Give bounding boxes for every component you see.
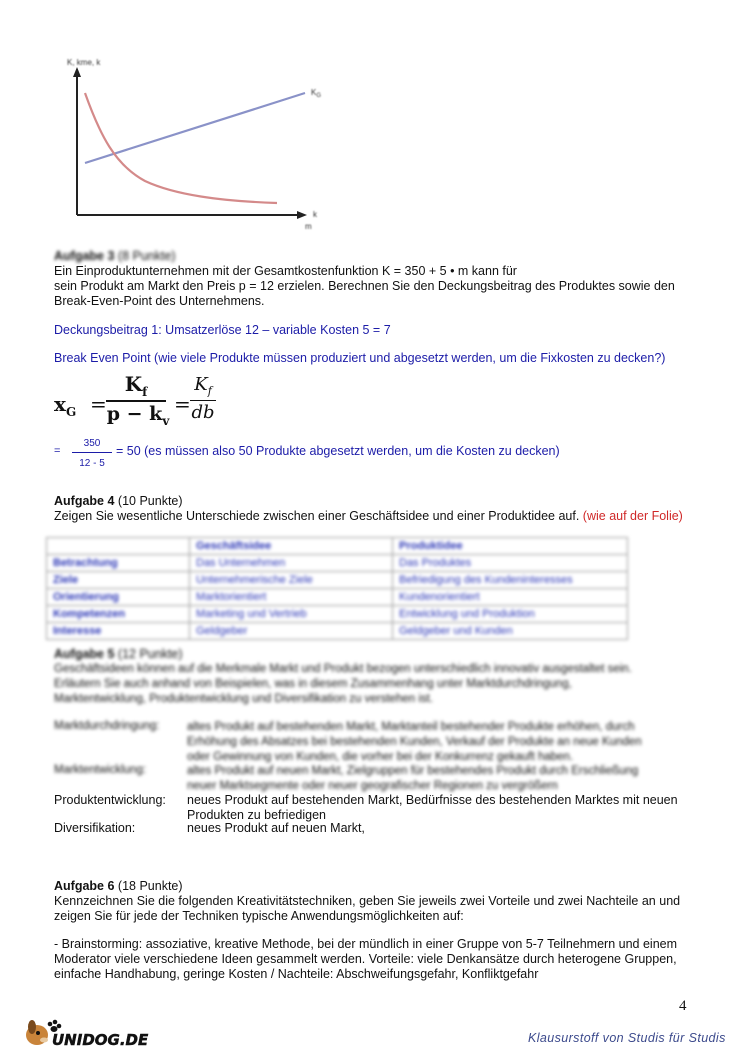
unit-cost-curve (85, 93, 277, 203)
a4-note: (wie auf der Folie) (582, 509, 683, 523)
calc-equals: = (54, 445, 61, 457)
table-cell: Geldgeber und Kunden (393, 623, 628, 640)
a3-text-1: Ein Einproduktunternehmen mit der Gesamtkostenfunktion K = 350 + 5 • m kann für (54, 264, 517, 278)
a3-text-3: Break-Even-Point des Unternehmens. (54, 294, 265, 308)
a4-text: Zeigen Sie wesentliche Unterschiede zwischen einer Geschäftsidee und einer Produktidee auf. (wie auf der Folie) (54, 509, 683, 523)
a5-term-diversifikation: Diversifikation: (54, 821, 136, 835)
y-axis-arrow (73, 67, 81, 77)
comparison-table (46, 537, 628, 640)
table-cell: Kundenorientiert (393, 589, 628, 606)
formula-fraction-bar (106, 400, 166, 402)
table-header-cell: Produktidee (393, 538, 628, 555)
table-header-row (47, 538, 628, 555)
table-cell: Betrachtung (47, 555, 190, 572)
calc-denominator: 12 - 5 (79, 458, 105, 469)
table-row (47, 606, 628, 623)
a5-def-diversifikation: neues Produkt auf neuen Markt, (187, 821, 365, 835)
total-cost-line (85, 93, 305, 163)
table-cell: Kompetenzen (47, 606, 190, 623)
table-row (47, 589, 628, 606)
table-cell: Marktorientiert (190, 589, 393, 606)
x-axis-label: m (305, 222, 312, 231)
table-row (47, 623, 628, 640)
a5-term-marktentwicklung: Marktentwicklung: (54, 764, 147, 776)
series-label-kg: $K_G$ (311, 88, 322, 99)
table-cell: Das Produktes (393, 555, 628, 572)
table-cell: Unternehmerische Ziele (190, 572, 393, 589)
a5-def-produktentwicklung: neues Produkt auf bestehenden Markt, Bedürfnisse des bestehenden Marktes mit neuen Produkten zu befriedigen (187, 793, 678, 822)
a3-heading: Aufgabe 3 (8 Punkte) (54, 249, 176, 263)
a6-heading: Aufgabe 6 (18 Punkte) (54, 879, 183, 893)
a6-bullet-3: einfache Handhabung, geringe Kosten / Nachteile: Abschweifungsgefahr, Konfliktgefahr (54, 967, 539, 981)
svg-text:UNIDOG.DE: UNIDOG.DE (52, 1031, 149, 1049)
a5-def-marktentwicklung: altes Produkt auf neuen Markt, Zielgruppen für bestehendes Produkt durch Erschließung neuer Marktsegmente oder neuer geografischer Regionen zu vergrößern (187, 765, 639, 792)
a3-answer-1: Deckungsbeitrag 1: Umsatzerlöse 12 – variable Kosten 5 = 7 (54, 323, 391, 337)
page-number: 4 (679, 998, 687, 1014)
a6-bullet-1: - Brainstorming: assoziative, kreative Methode, bei der mündlich in einer Gruppe von 5-7 Teilnehmern und einem (54, 937, 678, 951)
table-cell: Entwicklung und Produktion (393, 606, 628, 623)
a5-intro-2: Erläutern Sie auch anhand von Beispielen, was in diesem Zusammenhang unter Marktdurchdringung, (54, 678, 572, 690)
x-axis-arrow (297, 211, 307, 219)
unidog-logo (22, 1013, 152, 1052)
a4-heading: Aufgabe 4 (10 Punkte) (54, 494, 183, 508)
dog-logo-icon (22, 1013, 152, 1049)
table-cell: Geldgeber (190, 623, 393, 640)
calc-numerator: 350 (83, 438, 101, 449)
formula-lhs: x (54, 392, 66, 416)
a5-def-marktdurchdringung: altes Produkt auf bestehenden Markt, Marktanteil bestehender Produkte erhöhen, durch Erhöhung des Absatzes bei bestehenden Kunden, Verkauf der Produkte an neue Kunden oder Gewinnung von Kunden, die vorher bei der Konkurrenz gekauft haben. (187, 721, 642, 763)
a6-bullet-2: Moderator viele verschiedene Ideen gesammelt werden. Vorteile: viele Denkansätze durch heterogene Gruppen, (54, 952, 677, 966)
x-end-label: k (313, 210, 317, 219)
a5-heading: Aufgabe 5 (12 Punkte) (54, 647, 183, 661)
calc-result: = 50 (es müssen also 50 Produkte abgesetzt werden, um die Kosten zu decken) (116, 444, 560, 458)
formula-numerator: $K_f$ (124, 372, 148, 399)
formula-denominator-2: db (191, 402, 215, 423)
a5-term-produktentwicklung: Produktentwicklung: (54, 793, 166, 807)
cost-chart (55, 55, 335, 235)
a5-intro-1: Geschäftsideen können auf die Merkmale Markt und Produkt bezogen unterschiedlich innovativ ausgestaltet sein. (54, 663, 632, 675)
table-cell: Befriedigung des Kundeninteresses (393, 572, 628, 589)
a6-text-1: Kennzeichnen Sie die folgenden Kreativitätstechniken, geben Sie jeweils zwei Vorteile und zwei Nachteile an und (54, 894, 681, 908)
formula-numerator-2: $K_f$ (194, 374, 212, 398)
table-cell: Ziele (47, 572, 190, 589)
table-row (47, 555, 628, 572)
a5-intro-3: Marktentwicklung, Produktentwicklung und Diversifikation zu verstehen ist. (54, 693, 434, 705)
a3-text-2: sein Produkt am Markt den Preis p = 12 erzielen. Berechnen Sie den Deckungsbeitrag des Produktes sowie den (54, 279, 675, 293)
calc-fraction-bar (72, 452, 112, 453)
table-row (47, 572, 628, 589)
a5-term-marktdurchdringung: Marktdurchdringung: (54, 720, 160, 732)
table-cell: Interesse (47, 623, 190, 640)
footer-tagline: Klausurstoff von Studis für Studis (528, 1031, 726, 1045)
a3-answer-2: Break Even Point (wie viele Produkte müssen produziert und abgesetzt werden, um die Fixkosten zu decken?) (54, 351, 666, 365)
formula-fraction-bar-2 (190, 400, 216, 401)
table-header-cell (47, 538, 190, 555)
a6-text-2: zeigen Sie für jede der Techniken typische Anwendungsmöglichkeiten auf: (54, 909, 464, 923)
table-cell: Orientierung (47, 589, 190, 606)
y-axis-label: K, kme, k (67, 58, 101, 67)
table-cell: Das Unternehmen (190, 555, 393, 572)
table-cell: Marketing und Vertrieb (190, 606, 393, 623)
formula-denominator: $p - k_v$ (106, 403, 170, 428)
table-header-cell: Geschäftsidee (190, 538, 393, 555)
